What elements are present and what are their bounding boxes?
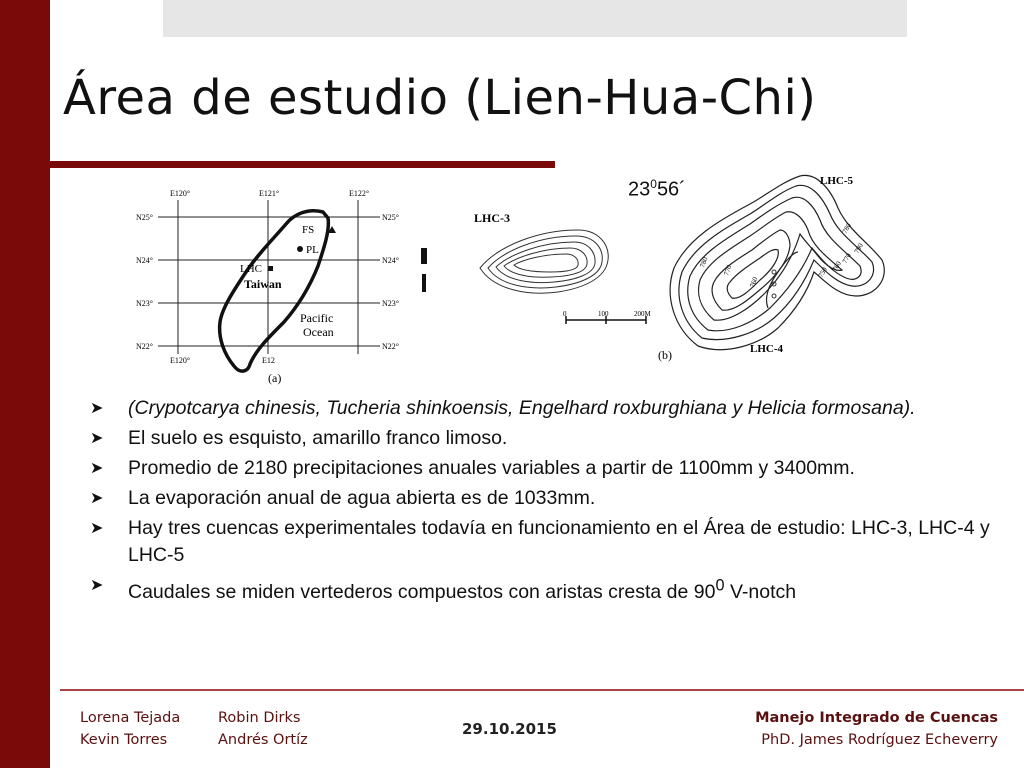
contour-label: 760: [748, 276, 760, 289]
contour-label: 770: [722, 264, 734, 277]
arrow-bullet-icon: ➤: [90, 430, 104, 447]
figure-divider-mark: [418, 240, 432, 300]
map-ocean-label: Pacific: [300, 311, 334, 325]
bullet-item: [86, 395, 1014, 422]
lhc3-label: LHC-3: [474, 211, 510, 225]
coordinate-rest: 56´: [656, 178, 686, 201]
coordinate-sup: 0: [650, 177, 657, 191]
bullet-text: [128, 576, 797, 603]
map-lon-label: E12: [262, 356, 275, 365]
scale-label: 100: [598, 310, 609, 318]
bullet-text: Hay tres cuencas experimentales todavía en funcionamiento en el Área de estudio: LHC-3, LHC-4 y LHC-5: [128, 517, 990, 566]
scale-label: 0: [563, 310, 567, 318]
bullet-item: [86, 572, 1014, 606]
bullet-text-tail: V-notch: [724, 580, 797, 603]
contour-label: 780: [698, 256, 710, 269]
footer-divider: [60, 689, 1024, 691]
arrow-bullet-icon: ➤: [90, 400, 104, 417]
bullet-text: El suelo es esquisto, amarillo franco limoso.: [128, 427, 508, 449]
map-taiwan-label: Taiwan: [244, 277, 282, 291]
bullet-item: [86, 485, 1014, 512]
map-lat-label: N22°: [136, 342, 153, 351]
map-lat-label: N23°: [136, 299, 153, 308]
bullet-text: (Crypotcarya chinesis, Tucheria shinkoensis, Engelhard roxburghiana y Helicia formosana).: [128, 397, 916, 419]
arrow-bullet-icon: ➤: [90, 577, 104, 594]
map-lat-label: N23°: [382, 299, 399, 308]
bullet-text: La evaporación anual de agua abierta es de 1033mm.: [128, 487, 596, 509]
contour-label: 790: [852, 241, 865, 255]
contour-label: 770: [840, 251, 853, 265]
figure-b-caption: (b): [658, 348, 672, 362]
author-name: Andrés Ortíz: [218, 732, 308, 748]
left-accent-bar: [0, 0, 50, 768]
map-fs-label: FS: [302, 224, 315, 236]
scale-label: 200M: [634, 310, 651, 318]
top-placeholder-box: [163, 0, 907, 37]
footer-authors-left: [80, 707, 180, 751]
arrow-bullet-icon: ➤: [90, 520, 104, 537]
map-lhc-label: LHC: [240, 263, 262, 275]
arrow-bullet-icon: ➤: [90, 460, 104, 477]
map-lat-label: N22°: [382, 342, 399, 351]
author-name: Robin Dirks: [218, 710, 301, 726]
title-underline: [50, 161, 555, 168]
footer-course-info: [755, 707, 998, 751]
footer-authors-right: [218, 707, 308, 751]
watershed-contour-map: [468, 168, 888, 368]
coordinate-base: 23: [628, 178, 651, 201]
lhc4-label: LHC-4: [750, 343, 783, 355]
contour-label: 760: [830, 259, 843, 273]
map-lon-label: E121°: [259, 189, 280, 198]
map-lat-label: N25°: [136, 213, 153, 222]
taiwan-location-map: [118, 182, 438, 388]
contour-label: 750: [816, 265, 829, 279]
map-lat-label: N24°: [382, 256, 399, 265]
author-name: Kevin Torres: [80, 732, 168, 748]
map-pl-label: PL: [306, 244, 319, 256]
degree-sup: 0: [715, 576, 725, 594]
map-lat-label: N25°: [382, 213, 399, 222]
map-lon-label: E120°: [170, 356, 191, 365]
map-caption: (a): [268, 371, 282, 385]
bullet-item: [86, 515, 1014, 569]
map-lon-label: E120°: [170, 189, 191, 198]
footer-date: 29.10.2015: [462, 720, 557, 738]
bullet-item: [86, 455, 1014, 482]
bullet-list: [86, 395, 1014, 609]
bullet-text-main: Caudales se miden vertederos compuestos con aristas cresta de 90: [128, 580, 716, 603]
map-ocean-label: Ocean: [303, 325, 334, 339]
course-name: Manejo Integrado de Cuencas: [755, 710, 998, 726]
map-lon-label: E122°: [349, 189, 370, 198]
slide-title: Área de estudio (Lien-Hua-Chi): [63, 70, 817, 126]
bullet-text: Promedio de 2180 precipitaciones anuales variables a partir de 1100mm y 3400mm.: [128, 457, 855, 479]
author-name: Lorena Tejada: [80, 710, 181, 726]
lhc5-label: LHC-5: [820, 175, 853, 187]
professor-name: PhD. James Rodríguez Echeverry: [761, 732, 998, 748]
arrow-bullet-icon: ➤: [90, 490, 104, 507]
contour-label: 780: [840, 221, 853, 235]
map-lat-label: N24°: [136, 256, 153, 265]
bullet-item: [86, 425, 1014, 452]
